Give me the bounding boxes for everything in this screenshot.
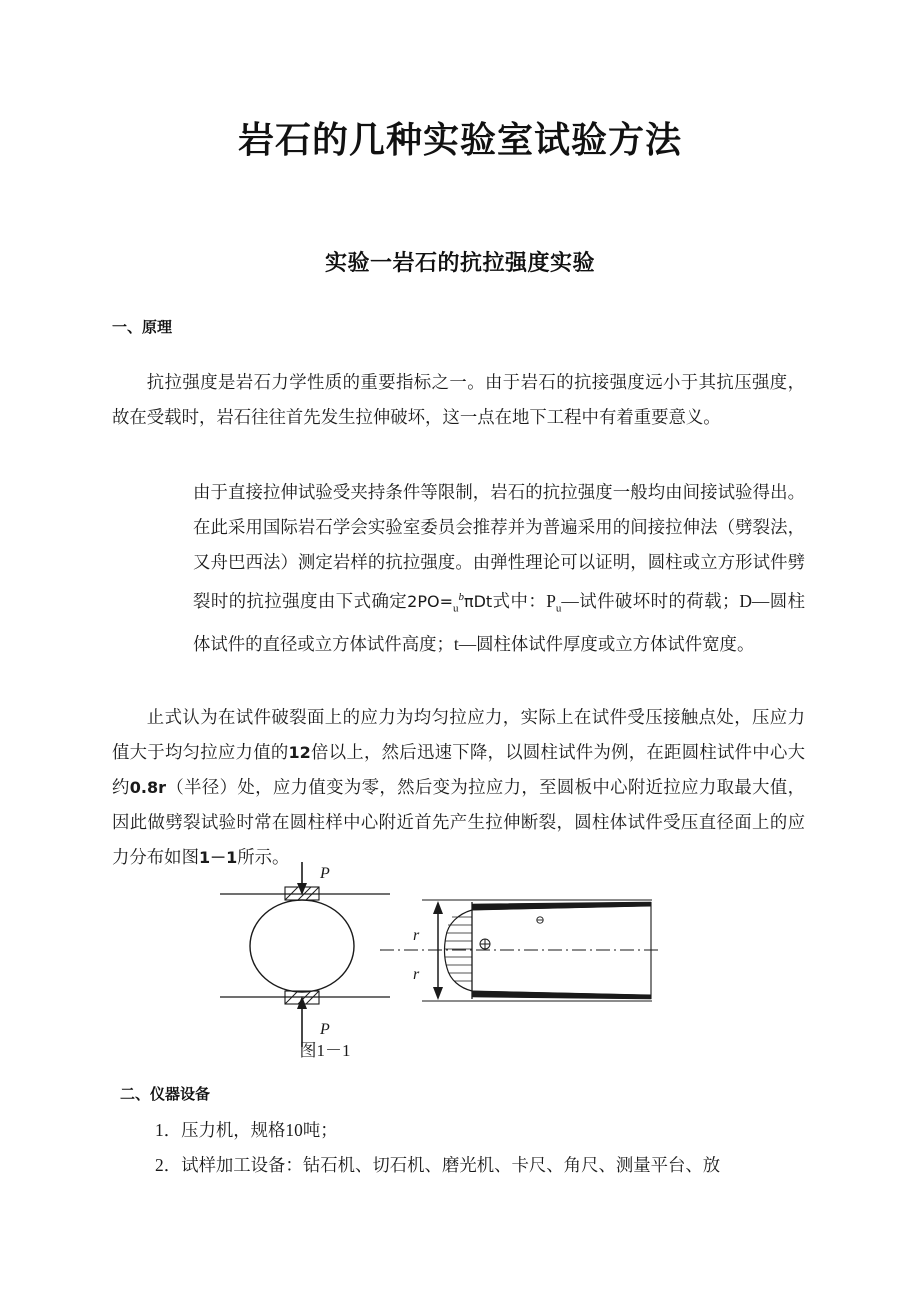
label-radius-lower: r [413, 966, 420, 983]
figure-stress-distribution [200, 862, 660, 1062]
paragraph-stress-text-d: 所示。 [237, 847, 290, 868]
paragraph-indirect-tension-text-b: 式中：P [492, 591, 556, 612]
diagram-stress-profile [380, 900, 660, 1001]
formula-tensile-strength: 2PO= [407, 592, 453, 612]
section-heading-principle: 一、原理 [112, 318, 173, 336]
figure-reference-number: 1－1 [198, 848, 238, 868]
formula-tail-piDt: πDt [463, 592, 493, 612]
compressive-wedge-bottom [472, 991, 651, 999]
centroid-marker-main [480, 939, 490, 949]
load-arrow-top [297, 862, 307, 895]
diagram-brazilian-disc [220, 862, 390, 1047]
paragraph-stress-text-c: （半径）处，应力值变为零，然后变为拉应力，至圆板中心附近拉应力取最大值，因此做劈裂试验时常在圆柱样中心附近首先产生拉伸断裂，圆柱体试件受压直径面上的应力分布如图 [112, 777, 805, 868]
compressive-wedge-top [472, 902, 651, 910]
page-title: 岩石的几种实验室试验方法 [237, 120, 682, 162]
value-radius-position: 0.8r [129, 778, 166, 798]
paragraph-indirect-tension-text-c: —试件破坏时的荷载；D—圆柱体试件的直径或立方体试件高度；t—圆柱体试件厚度或立方体试件宽度。 [193, 591, 805, 654]
paragraph-indirect-tension-text-a: 由于直接拉伸试验受夹持条件等限制，岩石的抗拉强度一般均由间接试验得出。在此采用国际岩石学会实验室委员会推荐并为普遍采用的间接拉伸法（劈裂法，又舟巴西法）测定岩样的抗拉强度。由弹性理论可以证明，圆柱或立方形试件劈裂时的抗拉强度由下式确定 [193, 482, 805, 612]
formula-subscript-u: u [452, 602, 459, 615]
formula-superscript-b: b [458, 591, 464, 604]
label-radius-upper: r [413, 927, 420, 944]
centroid-marker-small [537, 917, 543, 923]
figure-svg [200, 862, 660, 1062]
paragraph-stress-text-a: 止式认为在试件破裂面上的应力为均匀拉应力，实际上在试件受压接触点处，压应力值大于均匀拉应力值的 [112, 707, 805, 763]
paragraph-stress-distribution [112, 700, 805, 875]
list-item: 2．试样加工设备：钻石机、切石机、磨光机、卡尺、角尺、测量平台、放 [155, 1155, 721, 1175]
paragraph-stress-text-b: 倍以上，然后迅速下降，以圆柱试件为例，在距圆柱试件中心大约 [112, 742, 805, 798]
page-subtitle: 实验一岩石的抗拉强度实验 [324, 251, 595, 277]
label-load-bottom: P [320, 1021, 330, 1038]
list-item: 1．压力机，规格10吨； [155, 1120, 338, 1140]
symbol-subscript-u: u [555, 602, 562, 615]
label-load-top: P [320, 865, 330, 882]
section-heading-equipment: 二、仪器设备 [120, 1085, 211, 1103]
figure-caption: 图1－1 [299, 1041, 351, 1060]
paragraph-principle-intro: 抗拉强度是岩石力学性质的重要指标之一。由于岩石的抗接强度远小于其抗压强度，故在受载时，岩石往往首先发生拉伸破坏，这一点在地下工程中有着重要意义。 [112, 372, 805, 428]
specimen-disc [250, 900, 354, 992]
paragraph-indirect-tension [193, 475, 805, 661]
value-stress-ratio: 12 [288, 743, 311, 763]
